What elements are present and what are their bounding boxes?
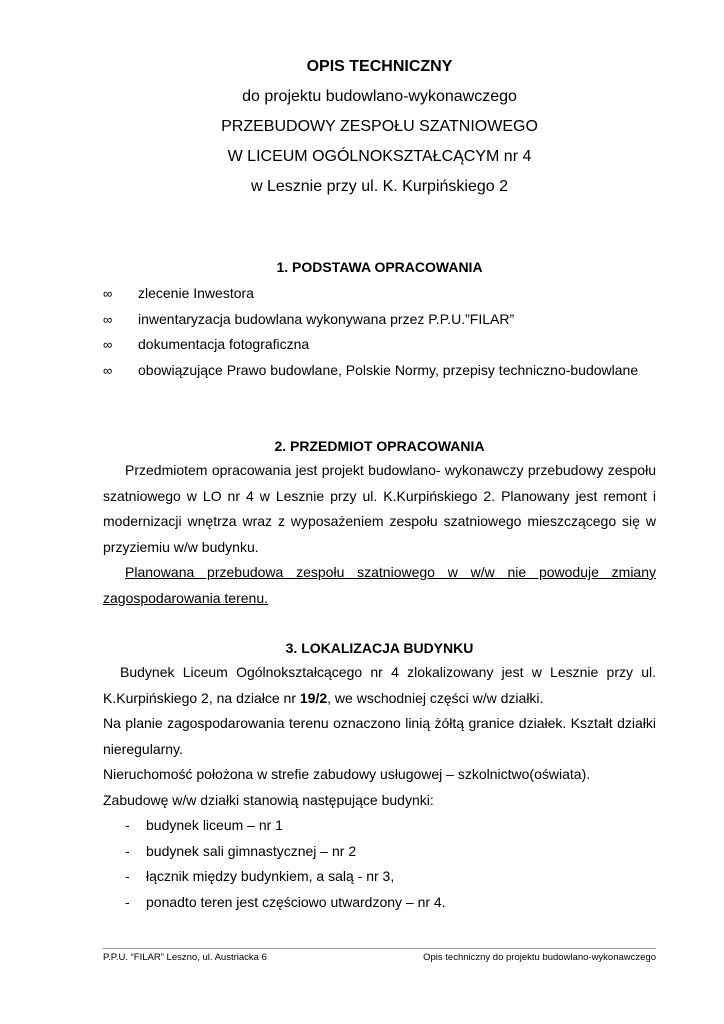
dash-bullet-icon: - bbox=[125, 842, 130, 859]
section-3-paragraph-3: Nieruchomość położona w strefie zabudowy usługowej – szkolnictwo(oświata). bbox=[103, 766, 591, 782]
section-3-paragraph-4: Zabudowę w/w działki stanowią następujące budynki: bbox=[103, 792, 434, 808]
list-item: - budynek liceum – nr 1 bbox=[103, 813, 656, 839]
list-item: - ponadto teren jest częściowo utwardzony – nr 4. bbox=[103, 890, 656, 916]
document-title: OPIS TECHNICZNY bbox=[306, 58, 453, 75]
infinity-bullet-icon: ∞ bbox=[103, 337, 113, 352]
list-item: ∞ dokumentacja fotograficzna bbox=[103, 332, 656, 358]
title-line-4: W LICEUM OGÓLNOKSZTAŁCĄCYM nr 4 bbox=[227, 148, 532, 165]
list-item: ∞ inwentaryzacja budowlana wykonywana przez P.P.U.”FILAR” bbox=[103, 307, 656, 333]
section-2-paragraph-2: Planowana przebudowa zespołu szatniowego w w/w nie powoduje zmiany zagospodarowania terenu. bbox=[103, 564, 656, 606]
footer-left: P.P.U. “FILAR” Leszno, ul. Austriacka 6 bbox=[103, 952, 267, 963]
section-1-list bbox=[103, 281, 656, 383]
list-item: - budynek sali gimnastycznej – nr 2 bbox=[103, 839, 656, 865]
infinity-bullet-icon: ∞ bbox=[103, 362, 113, 378]
section-1-heading: 1. PODSTAWA OPRACOWANIA bbox=[276, 259, 483, 275]
section-2-paragraph-1: Przedmiotem opracowania jest projekt budowlano- wykonawczy przebudowy zespołu szatniowego w LO nr 4 w Lesznie przy ul. K.Kurpińskiego 2. Planowany jest remont i modernizacji wnętrza wraz z wyposażeniem zespołu szatniowego mieszczącego się w przyziemiu w/w budynku. bbox=[103, 462, 656, 555]
infinity-bullet-icon: ∞ bbox=[103, 286, 113, 301]
infinity-bullet-icon: ∞ bbox=[103, 311, 113, 327]
section-3-paragraph-1: Budynek Liceum Ogólnokształcącego nr 4 zlokalizowany jest w Lesznie przy ul. K.Kurpińskiego 2, na działce nr 19/2, we wschodniej części w/w działki. bbox=[103, 664, 656, 706]
section-3-heading: 3. LOKALIZACJA BUDYNKU bbox=[285, 640, 474, 656]
footer-divider bbox=[103, 948, 656, 949]
dash-bullet-icon: - bbox=[125, 893, 130, 910]
title-line-2: do projektu budowlano-wykonawczego bbox=[242, 88, 517, 105]
plot-number: 19/2 bbox=[299, 689, 328, 706]
dash-bullet-icon: - bbox=[125, 817, 130, 833]
section-3-paragraph-2: Na planie zagospodarowania terenu oznaczono linią żółtą granice działek. Kształt działki nieregularny. bbox=[103, 715, 656, 757]
dash-bullet-icon: - bbox=[125, 868, 130, 884]
section-2-heading: 2. PRZEDMIOT OPRACOWANIA bbox=[274, 438, 485, 454]
title-line-3: PRZEBUDOWY ZESPOŁU SZATNIOWEGO bbox=[221, 118, 538, 135]
list-item: ∞ zlecenie Inwestora bbox=[103, 281, 656, 307]
section-3-list bbox=[103, 813, 656, 915]
footer-right: Opis techniczny do projektu budowlano-wykonawczego bbox=[423, 952, 656, 963]
list-item: - łącznik między budynkiem, a salą - nr 3, bbox=[103, 864, 656, 890]
list-item: ∞ obowiązujące Prawo budowlane, Polskie Normy, przepisy techniczno-budowlane bbox=[103, 358, 656, 384]
title-block bbox=[103, 52, 656, 202]
title-line-5: w Lesznie przy ul. K. Kurpińskiego 2 bbox=[250, 178, 508, 195]
